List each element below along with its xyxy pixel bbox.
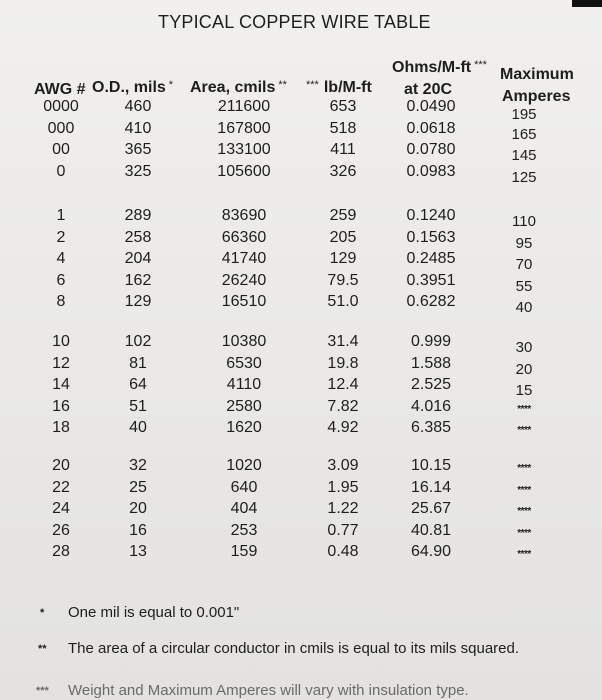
cell-amps: **** <box>517 425 531 436</box>
cell-area: 6530 <box>226 354 262 372</box>
cell-awg: 18 <box>52 419 70 436</box>
cell-amps: 70 <box>515 256 533 273</box>
table-row <box>0 419 602 439</box>
table-row <box>0 522 602 542</box>
header-amp-line2: Amperes <box>502 88 571 105</box>
cell-area: 167800 <box>217 119 271 137</box>
cell-area: 4110 <box>226 376 262 393</box>
cell-area: 1620 <box>226 419 262 436</box>
cell-od: 365 <box>124 141 152 158</box>
header-awg: AWG # <box>34 81 86 98</box>
cell-awg: 16 <box>52 397 70 415</box>
cell-weight: 12.4 <box>327 376 359 393</box>
cell-weight: 31.4 <box>327 333 359 350</box>
cell-weight: 411 <box>330 141 356 158</box>
cell-ohms: 0.6282 <box>406 293 456 310</box>
cell-amps: 95 <box>515 234 533 252</box>
cell-amps: **** <box>517 549 531 560</box>
cell-weight: 326 <box>329 162 357 180</box>
header-amp-line1: Maximum <box>500 66 574 83</box>
cell-od: 16 <box>129 521 147 539</box>
cell-area: 404 <box>230 500 258 517</box>
table-row <box>0 141 602 164</box>
table-row <box>0 98 602 123</box>
footnote-2-mark: ** <box>38 643 47 655</box>
cell-amps: 110 <box>512 213 536 230</box>
header-amp-footnote-mark: *** <box>474 59 487 71</box>
cell-amps: **** <box>517 506 531 517</box>
cell-area: 41740 <box>221 250 267 267</box>
cell-awg: 1 <box>56 207 66 224</box>
cell-weight: 205 <box>329 228 357 246</box>
cell-amps: **** <box>517 484 531 496</box>
cell-area: 253 <box>230 521 258 539</box>
cell-ohms: 0.1563 <box>406 228 456 246</box>
cell-area: 2580 <box>226 397 262 415</box>
cell-awg: 0000 <box>43 98 79 115</box>
cell-awg: 20 <box>52 457 70 474</box>
cell-od: 13 <box>129 543 147 560</box>
header-od: O.D., mils * <box>92 79 174 96</box>
cell-od: 410 <box>124 119 152 137</box>
cell-area: 105600 <box>217 162 271 180</box>
footnote-2-text: The area of a circular conductor in cmils is equal to its mils squared. <box>68 640 520 657</box>
cell-ohms: 4.016 <box>410 397 452 415</box>
cell-ohms: 40.81 <box>410 521 452 539</box>
cell-od: 258 <box>124 228 152 246</box>
cell-od: 64 <box>129 376 147 393</box>
cell-weight: 79.5 <box>327 271 359 289</box>
cell-weight: 19.8 <box>327 354 359 372</box>
cell-amps: **** <box>517 463 531 474</box>
cell-awg: 10 <box>52 333 70 350</box>
cell-weight: 51.0 <box>327 293 359 310</box>
cell-ohms: 16.14 <box>410 478 452 496</box>
cell-awg: 4 <box>56 250 66 267</box>
header-lb-footnote-mark: *** <box>306 79 319 91</box>
table-row <box>0 479 602 499</box>
cell-od: 81 <box>129 354 147 372</box>
cell-weight: 259 <box>329 207 357 224</box>
header-area-footnote-mark: ** <box>278 79 287 91</box>
cell-weight: 1.95 <box>327 478 359 496</box>
cell-area: 159 <box>230 543 258 560</box>
table-row <box>0 333 602 356</box>
cell-awg: 14 <box>52 376 70 393</box>
cell-weight: 4.92 <box>327 419 359 436</box>
cell-awg: 28 <box>52 543 70 560</box>
cell-ohms: 1.588 <box>410 354 452 372</box>
footnote-3-text: Weight and Maximum Amperes will vary with insulation type. <box>68 682 469 699</box>
footnote-3-mark: *** <box>36 685 49 697</box>
cell-ohms: 10.15 <box>410 457 452 474</box>
cell-od: 289 <box>124 207 152 224</box>
header-od-footnote-mark: * <box>168 79 174 91</box>
cell-awg: 26 <box>52 521 70 539</box>
cell-od: 204 <box>124 250 152 267</box>
cell-weight: 0.77 <box>327 521 359 539</box>
page-title: TYPICAL COPPER WIRE TABLE <box>158 12 431 32</box>
cell-ohms: 0.0780 <box>406 141 456 158</box>
cell-area: 16510 <box>221 293 267 310</box>
cell-ohms: 64.90 <box>410 543 452 560</box>
header-ohms-line2: at 20C <box>404 81 453 98</box>
cell-area: 640 <box>230 478 258 496</box>
cell-area: 66360 <box>221 228 267 246</box>
cell-awg: 12 <box>52 354 70 372</box>
cell-ohms: 0.1240 <box>406 207 456 224</box>
cell-area: 26240 <box>221 271 267 289</box>
cell-area: 133100 <box>217 141 271 158</box>
cell-weight: 129 <box>329 250 357 267</box>
cell-area: 1020 <box>226 457 262 474</box>
cell-weight: 3.09 <box>327 457 359 474</box>
cell-amps: 15 <box>515 382 533 399</box>
cell-od: 20 <box>129 500 147 517</box>
cell-od: 32 <box>129 457 147 474</box>
header-area: Area, cmils ** <box>190 79 287 96</box>
cell-ohms: 0.999 <box>410 333 452 350</box>
cell-amps: 20 <box>515 360 533 378</box>
table-row <box>0 250 602 273</box>
table-row <box>0 119 602 143</box>
cell-od: 129 <box>124 293 152 310</box>
cell-ohms: 0.0618 <box>406 119 456 137</box>
cell-od: 40 <box>129 419 147 436</box>
table-row <box>0 500 602 520</box>
header-ohms-line1: Ohms/M-ft *** <box>392 59 487 76</box>
table-row <box>0 271 602 295</box>
table-row <box>0 162 602 186</box>
cell-amps: **** <box>517 403 531 415</box>
cell-amps: 165 <box>511 125 537 143</box>
cell-amps: **** <box>517 527 531 539</box>
table-row <box>0 354 602 378</box>
cell-ohms: 2.525 <box>410 376 452 393</box>
cell-amps: 195 <box>511 106 537 123</box>
cell-area: 211600 <box>217 98 271 115</box>
cell-weight: 7.82 <box>327 397 359 415</box>
cell-awg: 2 <box>56 228 66 246</box>
footnote-1-text: One mil is equal to 0.001" <box>68 604 240 621</box>
table-row <box>0 457 602 477</box>
cell-area: 10380 <box>221 333 267 350</box>
cell-amps: 145 <box>511 147 537 164</box>
cell-amps: 55 <box>515 277 533 295</box>
table-row <box>0 376 602 399</box>
cell-amps: 30 <box>515 339 533 356</box>
cell-area: 83690 <box>221 207 267 224</box>
corner-mark <box>572 0 602 7</box>
cell-weight: 653 <box>329 98 357 115</box>
header-lb: *** lb/M-ft <box>306 79 372 96</box>
cell-od: 325 <box>124 162 152 180</box>
table-row <box>0 293 602 316</box>
cell-ohms: 0.2485 <box>406 250 456 267</box>
footnote-1-mark: * <box>40 607 45 619</box>
cell-od: 162 <box>124 271 152 289</box>
cell-od: 102 <box>124 333 152 350</box>
cell-weight: 518 <box>329 119 357 137</box>
cell-ohms: 0.0490 <box>406 98 456 115</box>
table-row <box>0 398 602 418</box>
cell-awg: 000 <box>47 119 75 137</box>
cell-weight: 0.48 <box>327 543 359 560</box>
cell-od: 51 <box>129 397 147 415</box>
table-row <box>0 228 602 252</box>
cell-awg: 22 <box>52 478 70 496</box>
cell-od: 25 <box>129 478 147 496</box>
cell-ohms: 0.3951 <box>406 271 456 289</box>
cell-awg: 0 <box>56 162 66 180</box>
cell-awg: 6 <box>56 271 66 289</box>
cell-weight: 1.22 <box>327 500 359 517</box>
cell-amps: 125 <box>511 168 537 186</box>
table-row <box>0 207 602 230</box>
cell-amps: 40 <box>515 299 533 316</box>
cell-ohms: 25.67 <box>410 500 452 517</box>
cell-awg: 00 <box>52 141 70 158</box>
cell-ohms: 0.0983 <box>406 162 456 180</box>
cell-od: 460 <box>124 98 152 115</box>
table-row <box>0 543 602 563</box>
cell-awg: 8 <box>56 293 66 310</box>
cell-ohms: 6.385 <box>410 419 452 436</box>
cell-awg: 24 <box>52 500 70 517</box>
